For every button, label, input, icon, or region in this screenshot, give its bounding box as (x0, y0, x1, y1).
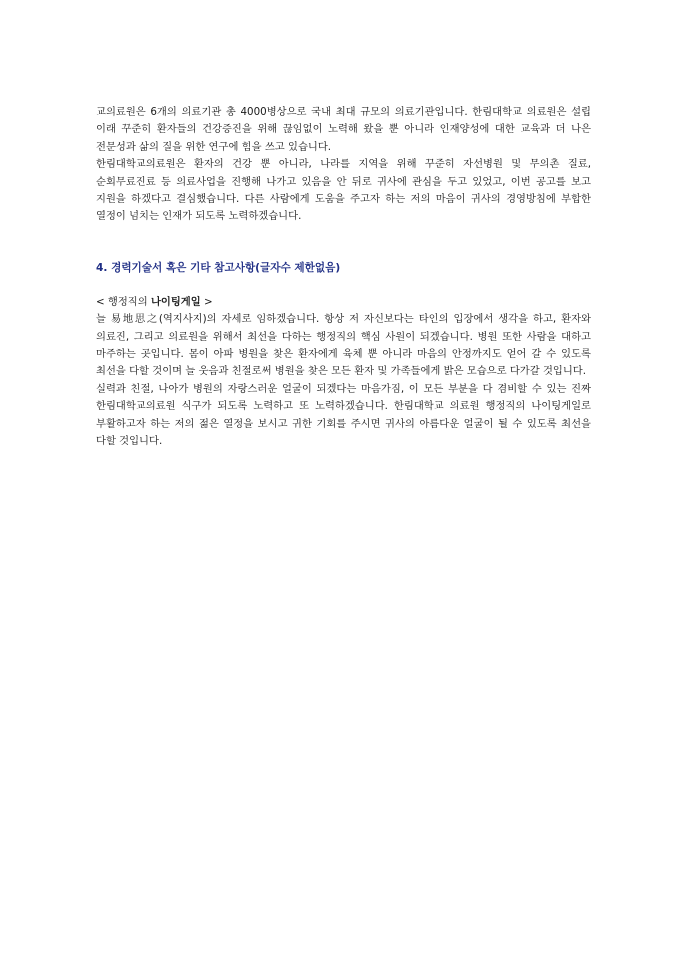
section-4-heading: 4. 경력기술서 혹은 기타 참고사항(글자수 제한없음) (96, 261, 341, 274)
subtitle-bold: 나이팅게일 (150, 295, 201, 308)
document-page (96, 104, 591, 451)
section-4-paragraph-1: 늘 易地思之(역지사지)의 자세로 임하겠습니다. 항상 저 자신보다는 타인의 입장에서 생각을 하고, 환자와 의료진, 그리고 의료원을 위해서 최선을 다하는 행정직의 핵심 사원이 되겠습니다. 병원 또한 사람을 대하고 마주하는 곳입니다. 몸이 아파 병원을 찾은 환자에게 육체 뿐 아니라 마음의 안정까지도 얻어 갈 수 있도록 최선을 다할 것이며 늘 웃음과 친절로써 병원을 찾은 모든 환자 및 가족들에게 밝은 모습으로 다가갈 것입니다. (96, 313, 591, 378)
intro-paragraph-2: 한림대학교의료원은 환자의 건강 뿐 아니라, 나라를 지역을 위해 꾸준히 자선병원 및 무의촌 질료, 순회무료진료 등 의료사업을 진행해 나가고 있음을 안 뒤로 귀사에 관심을 두고 있었고, 이번 공고를 보고 지원을 하겠다고 결심했습니다. 다른 사람에게 도움을 주고자 하는 저의 마음이 귀사의 경영방침에 부합한 열정이 넘치는 인재가 되도록 노력하겠습니다. (96, 158, 591, 223)
intro-section (96, 104, 591, 226)
subtitle-open: < 행정직의 (96, 295, 151, 308)
subtitle-close: > (200, 295, 213, 308)
section-4-body (96, 311, 591, 450)
section-4-paragraph-2: 실력과 친절, 나아가 병원의 자랑스러운 얼굴이 되겠다는 마음가짐, 이 모든 부분을 다 겸비할 수 있는 진짜 한림대학교의료원 식구가 되도록 노력하고 또 노력하겠습니다. 한림대학교 의료원 행정직의 나이팅게일로 부활하고자 하는 저의 젊은 열정을 보시고 귀한 기회를 주시면 귀사의 아름다운 얼굴이 될 수 있도록 최선을 다할 것입니다. (96, 382, 591, 448)
section-4-subtitle (96, 294, 591, 311)
intro-paragraph-1: 교의료원은 6개의 의료기관 총 4000병상으로 국내 최대 규모의 의료기관입니다. 한림대학교 의료원은 설립 이래 꾸준히 환자들의 건강증진을 위해 끊임없이 노력해 왔을 뿐 아니라 인재양성에 대한 교육과 더 나은 전문성과 삶의 질을 위한 연구에 힘을 쓰고 있습니다. (96, 106, 591, 153)
